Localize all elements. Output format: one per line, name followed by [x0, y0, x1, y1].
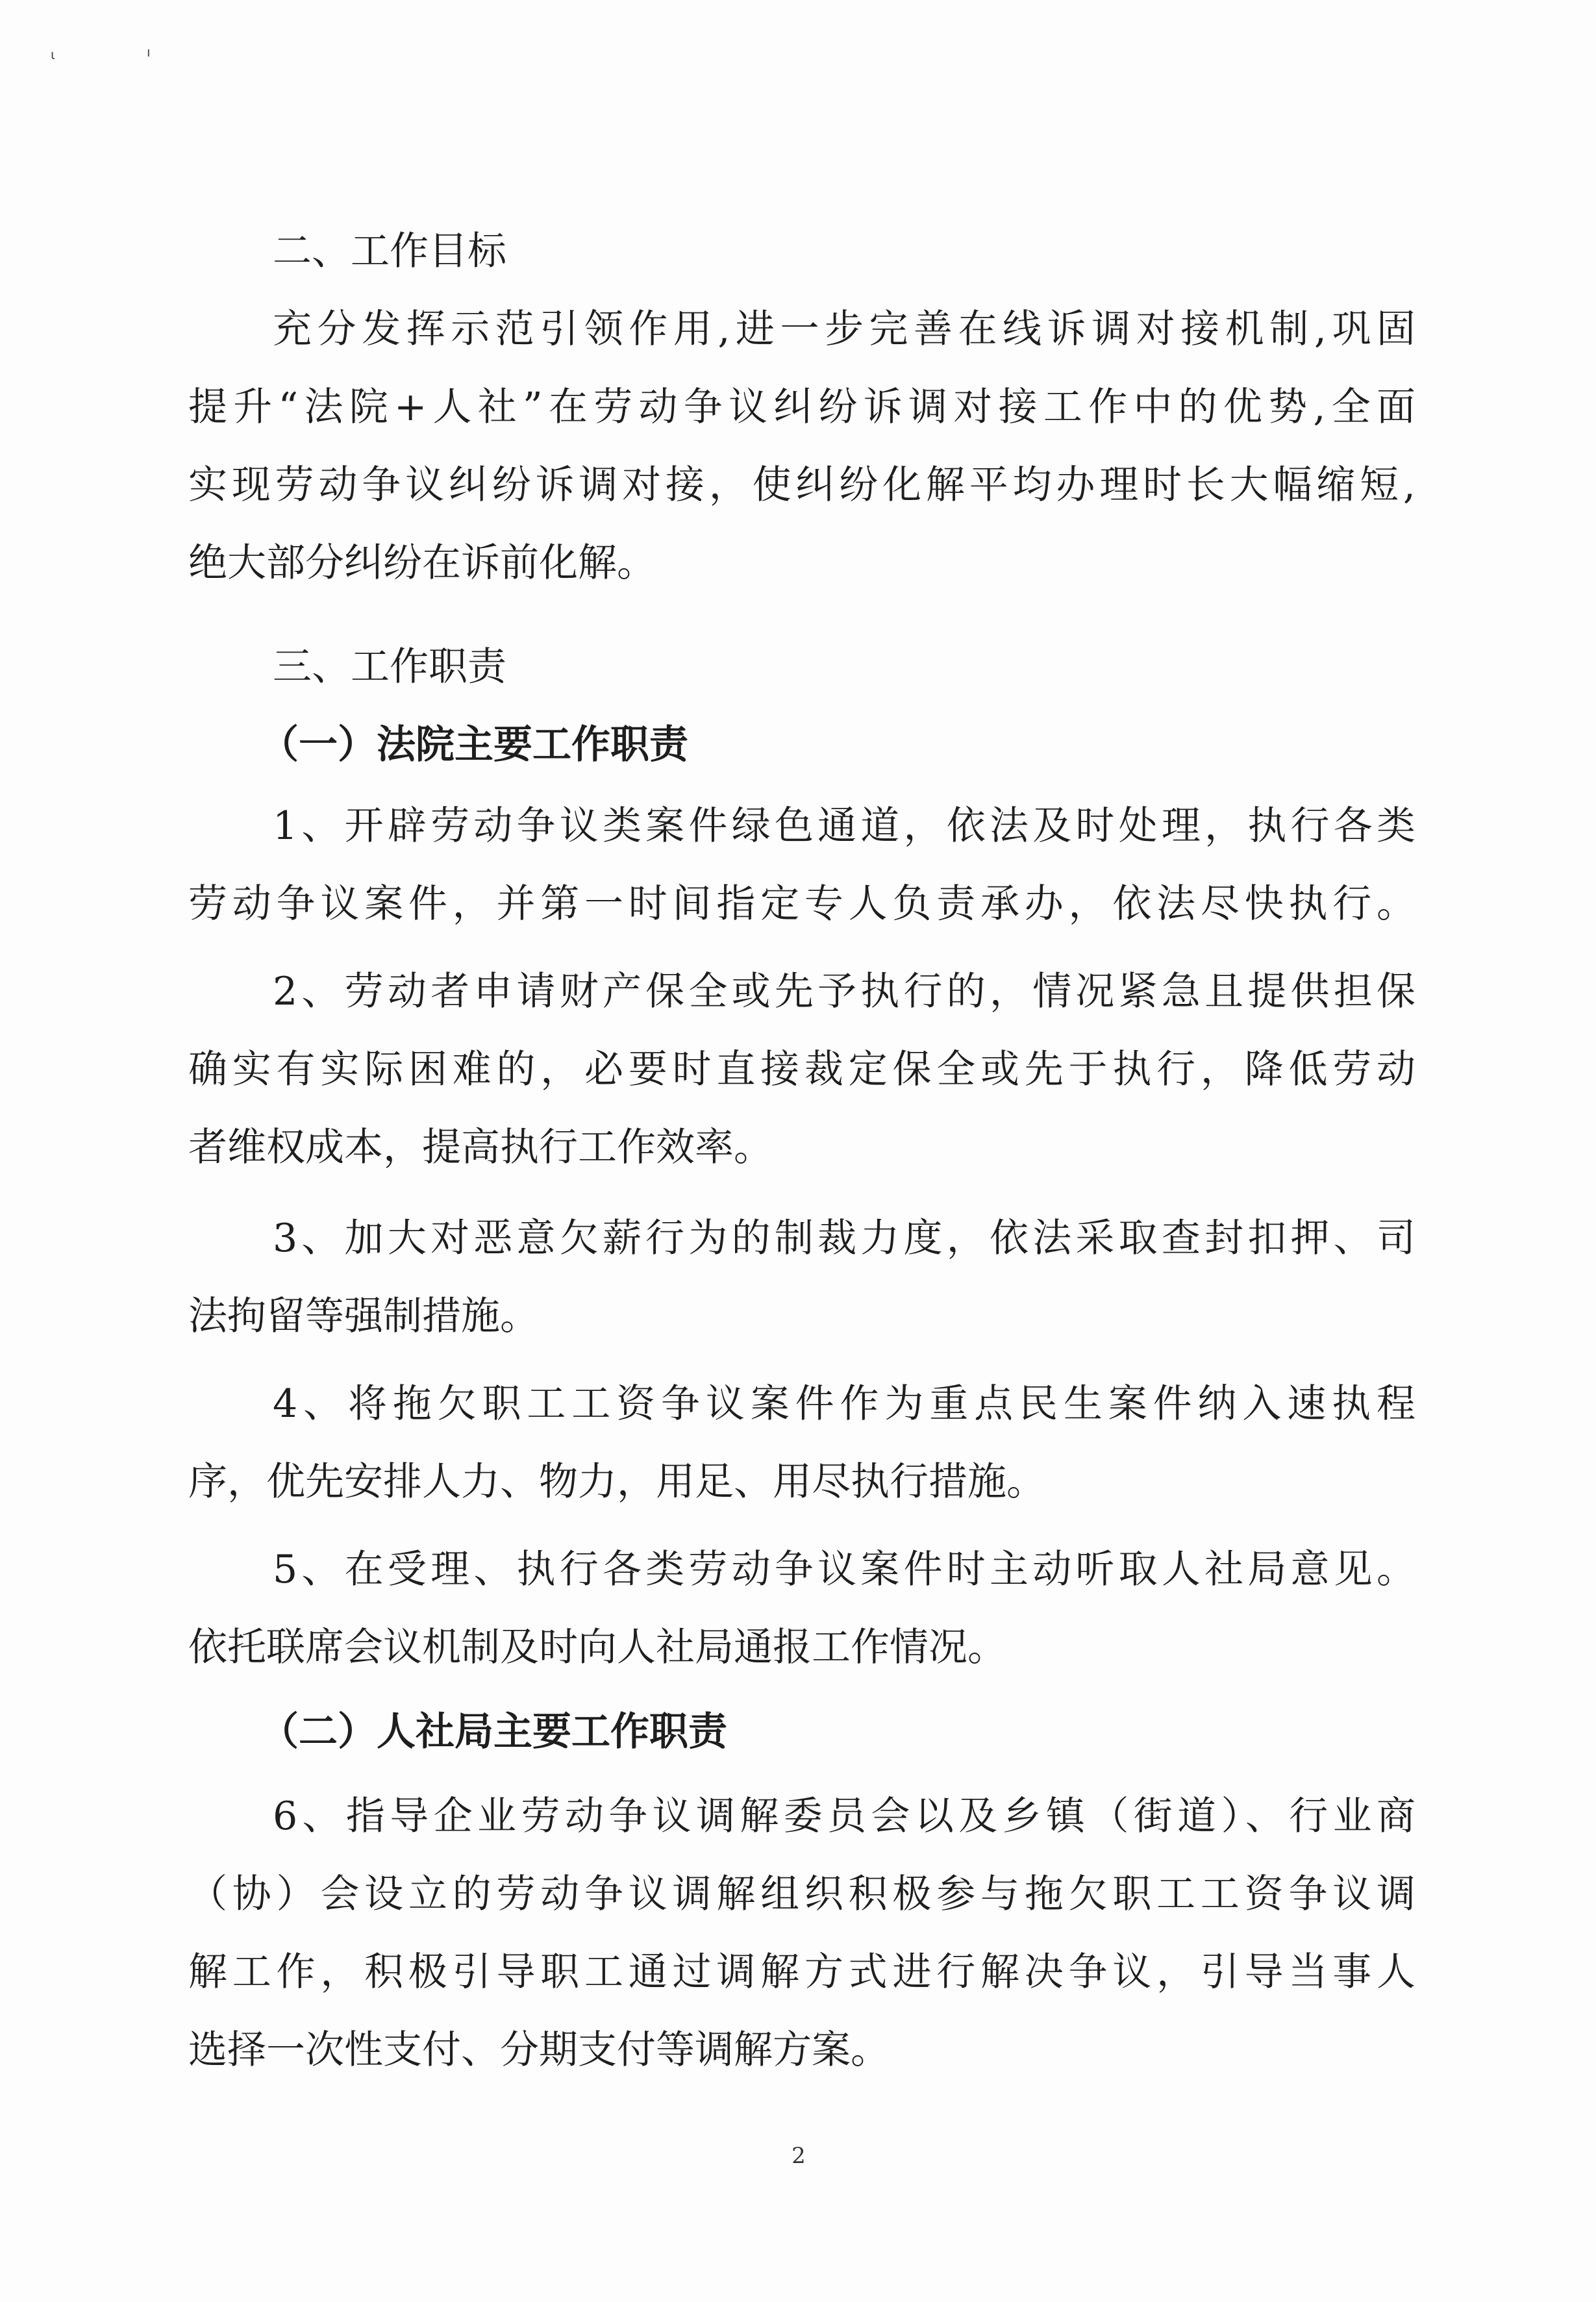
list-item-line: 法拘留等强制措施。 [188, 1294, 539, 1339]
paragraph-line: 绝大部分纠纷在诉前化解。 [188, 540, 656, 586]
list-item-line: 依托联席会议机制及时向人社局通报工作情况。 [188, 1625, 1006, 1670]
list-item-line: 3、加大对恶意欠薪行为的制裁力度，依法采取查封扣押、司 [273, 1216, 1415, 1261]
list-item-line: 4、将拖欠职工工资争议案件作为重点民生案件纳入速执程 [273, 1381, 1415, 1427]
paragraph-line: 提升“法院+人社”在劳动争议纠纷诉调对接工作中的优势,全面 [188, 384, 1415, 430]
subsection-heading-hrss: （二）人社局主要工作职责 [260, 1709, 727, 1755]
list-item-line: 5、在受理、执行各类劳动争议案件时主动听取人社局意见。 [273, 1547, 1415, 1592]
subsection-heading-court: （一）法院主要工作职责 [260, 722, 688, 768]
list-item-line: 6、指导企业劳动争议调解委员会以及乡镇（街道）、行业商 [273, 1794, 1415, 1839]
page-number: 2 [792, 2143, 806, 2169]
list-item-line: 劳动争议案件，并第一时间指定专人负责承办，依法尽快执行。 [188, 881, 1415, 927]
scan-mark-right: ı [147, 44, 151, 60]
paragraph-line: 充分发挥示范引领作用,进一步完善在线诉调对接机制,巩固 [273, 307, 1415, 352]
list-item-line: 者维权成本，提高执行工作效率。 [188, 1125, 773, 1170]
list-item-line: 2、劳动者申请财产保全或先予执行的，情况紧急且提供担保 [273, 969, 1415, 1014]
section-heading-duties: 三、工作职责 [273, 644, 506, 690]
section-heading-goals: 二、工作目标 [273, 229, 506, 274]
list-item-line: （协）会设立的劳动争议调解组织积极参与拖欠职工工资争议调 [188, 1871, 1415, 1917]
list-item-line: 1、开辟劳动争议类案件绿色通道，依法及时处理，执行各类 [273, 803, 1415, 849]
list-item-line: 确实有实际困难的，必要时直接裁定保全或先于执行，降低劳动 [188, 1047, 1415, 1092]
list-item-line: 解工作，积极引导职工通过调解方式进行解决争议，引导当事人 [188, 1949, 1415, 1995]
list-item-line: 选择一次性支付、分期支付等调解方案。 [188, 2027, 890, 2073]
paragraph-line: 实现劳动争议纠纷诉调对接，使纠纷化解平均办理时长大幅缩短, [188, 462, 1415, 508]
scan-mark-left: ι [51, 47, 55, 62]
list-item-line: 序，优先安排人力、物力，用足、用尽执行措施。 [188, 1459, 1045, 1505]
